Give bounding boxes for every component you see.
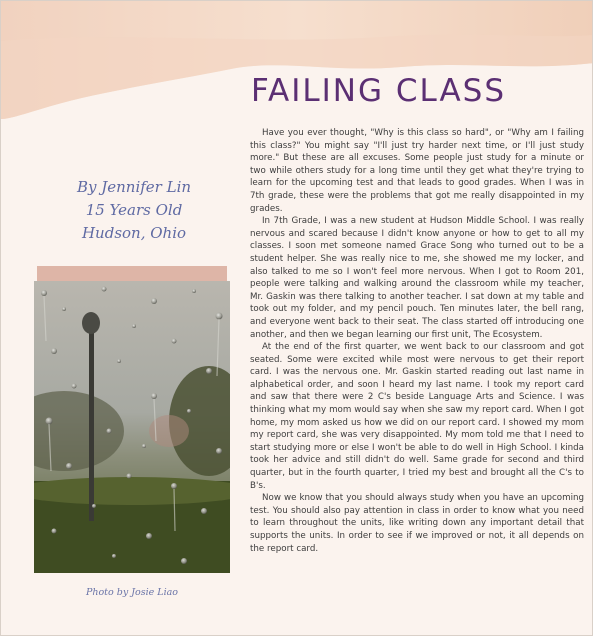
photo-credit: Photo by Josie Liao bbox=[85, 587, 179, 598]
rain-window-photo bbox=[34, 281, 230, 573]
author-name: By Jennifer Lin bbox=[76, 178, 192, 196]
author-age: 15 Years Old bbox=[85, 201, 183, 219]
page-title: FAILING CLASS bbox=[251, 73, 507, 109]
photo-tape bbox=[37, 266, 227, 282]
article-body bbox=[250, 127, 584, 555]
author-location: Hudson, Ohio bbox=[81, 224, 187, 242]
article-paragraph: In 7th Grade, I was a new student at Hudson Middle School. I was really nervous and scared because I didn't know anyone or how to get to all my classes. I soon met someone named Grace Song who turned out to be a student helper. She was really nice to me, she showed me my locker, and also talked to me so I won't feel more nervous. When I got to Room 201, people were talking and walking around the classroom while my teacher, Mr. Gaskin was there talking to another teacher. I sat down at my table and took out my folder, and my pencil pouch. Ten minutes later, the bell rang, and everyone went back to their seat. The class started off introducing one another, and then we began learning our first unit, The Ecosystem. bbox=[250, 216, 584, 340]
author-byline bbox=[55, 176, 213, 245]
article-paragraph: At the end of the first quarter, we went back to our classroom and got seated. Some were excited while most were nervous to get their report card. I was the nervous one. Mr. Gaskin started reading out last name in alphabetical order, and soon I heard my last name. I took my report card and saw that there were 2 C's beside Language Arts and Science. I was thinking what my mom would say when she saw my report card. When I got home, my mom asked us how we did on our report card. I showed my mom my report card, she was very disappointed. My mom told me that I need to start studying more or else I won't be able to do well in High School. I kinda took her advice and still didn't do well. Same grade for second and third quarter, but in the fourth quarter, I tried my best and brought all the C's to B's. bbox=[250, 342, 584, 491]
article-paragraph: Now we know that you should always study when you have an upcoming test. You should also pay attention in class in order to know what you need to learn throughout the units, like writing down any important detail that supports the units. In order to see if we improved or not, it all depends on the report card. bbox=[250, 493, 584, 554]
article-paragraph: Have you ever thought, "Why is this class so hard", or "Why am I failing this class?" You might say "I'll just try harder next time, or I'll just study more." But these are all excuses. Some people just study for a minute or two while others study for a long time until they get what they're trying to learn for the upcoming test and that leads to good grades. When I was in 7th grade, these were the problems that got me really disappointed in my grades. bbox=[250, 128, 584, 214]
